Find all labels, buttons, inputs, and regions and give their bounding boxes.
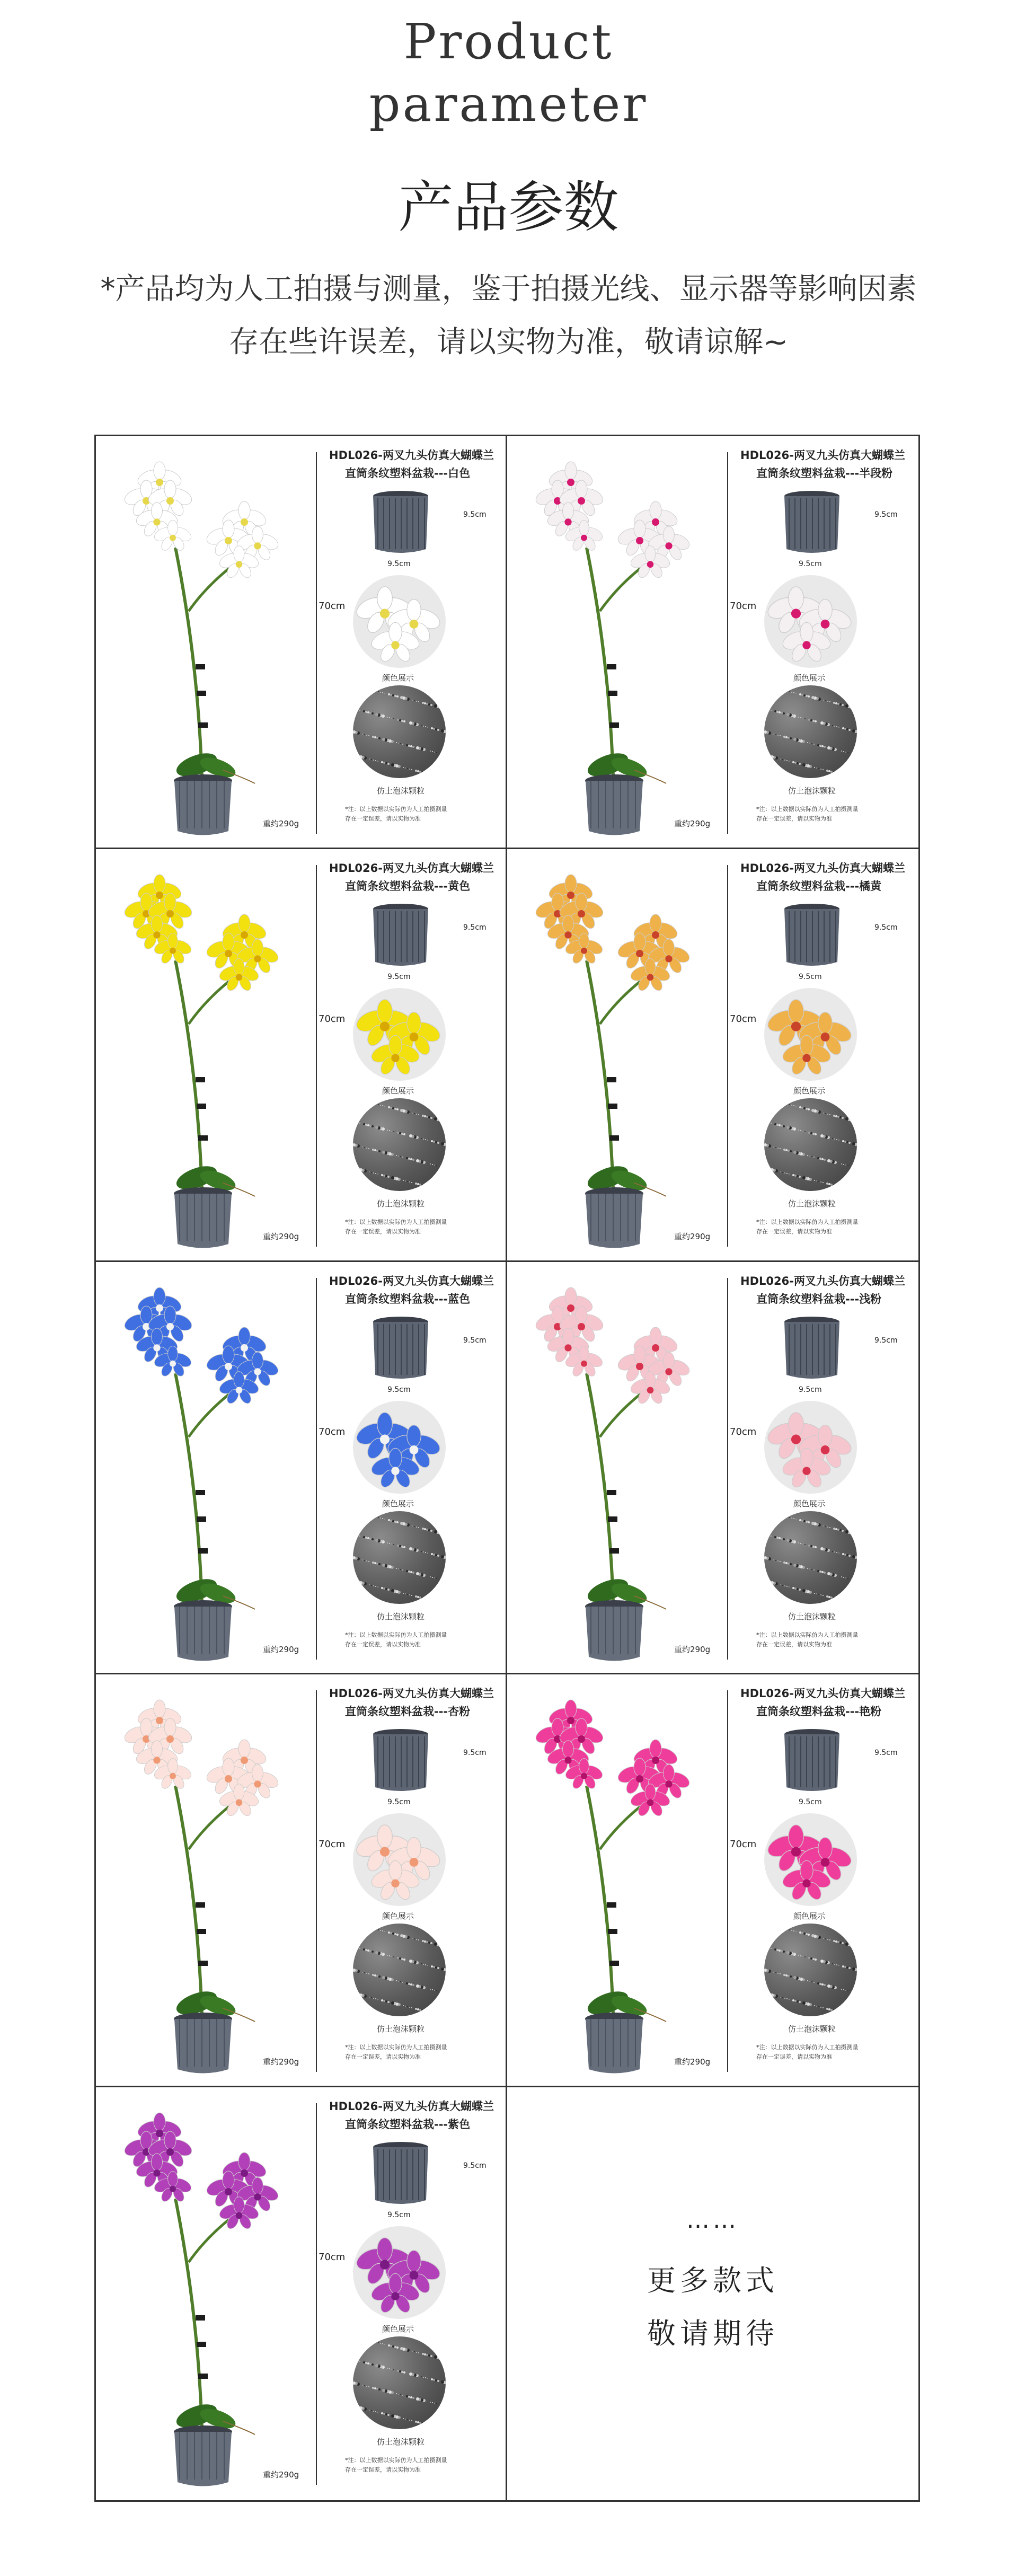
product-card <box>507 849 918 1262</box>
soil-detail-image <box>764 685 857 778</box>
pot-width-label: 9.5cm <box>799 972 822 981</box>
pot-height-label: 9.5cm <box>463 1749 487 1758</box>
soil-caption: 仿土泡沫颗粒 <box>377 2437 425 2447</box>
soil-caption: 仿土泡沫颗粒 <box>788 2024 836 2034</box>
pot-width-label: 9.5cm <box>387 1385 411 1394</box>
weight-label: 重约290g <box>263 1644 299 1654</box>
flower-caption: 颜色展示 <box>382 2324 414 2334</box>
weight-label: 重约290g <box>674 2057 711 2067</box>
weight-label: 重约290g <box>263 2470 299 2480</box>
product-title-line1: HDL026-两叉九头仿真大蝴蝶兰 <box>329 449 494 462</box>
product-card <box>507 1262 918 1675</box>
divider-line <box>727 452 728 834</box>
soil-caption: 仿土泡沫颗粒 <box>788 786 836 796</box>
product-title-line1: HDL026-两叉九头仿真大蝴蝶兰 <box>740 861 905 875</box>
soil-detail-image <box>353 1098 446 1191</box>
page-title-en <box>0 11 1017 136</box>
product-grid <box>94 435 920 2502</box>
measure-note-line2: 存在一定误差，请以实物为准 <box>345 2466 421 2474</box>
product-title-line2: 直筒条纹塑料盆栽---橘黄 <box>756 879 882 893</box>
product-card <box>96 849 507 1262</box>
pot-width-label: 9.5cm <box>799 560 822 568</box>
product-card <box>507 1674 918 2087</box>
height-label: 70cm <box>319 1426 346 1437</box>
more-styles-card <box>507 2087 918 2500</box>
measure-note <box>756 805 910 824</box>
height-label: 70cm <box>319 2252 346 2263</box>
pot-image <box>762 1725 862 1794</box>
divider-line <box>316 2103 317 2485</box>
pot-height-label: 9.5cm <box>874 1336 898 1345</box>
disclaimer-note <box>0 263 1017 369</box>
measure-note-line2: 存在一定误差，请以实物为准 <box>756 2053 832 2061</box>
pot-height-label: 9.5cm <box>463 2162 487 2171</box>
soil-detail-image <box>764 1511 857 1604</box>
measure-note-line2: 存在一定误差，请以实物为准 <box>345 2053 421 2061</box>
product-card <box>507 436 918 849</box>
more-line2: 敬请期待 <box>647 2317 779 2351</box>
product-card <box>96 436 507 849</box>
divider-line <box>727 865 728 1247</box>
soil-caption: 仿土泡沫颗粒 <box>788 1198 836 1208</box>
pot-height-label: 9.5cm <box>463 1336 487 1345</box>
soil-detail-image <box>353 2336 446 2429</box>
flower-detail-image <box>764 1813 857 1906</box>
height-label: 70cm <box>319 1839 346 1850</box>
height-label: 70cm <box>730 601 757 612</box>
flower-detail-image <box>353 1401 446 1494</box>
product-title-line1: HDL026-两叉九头仿真大蝴蝶兰 <box>329 1274 494 1287</box>
pot-width-label: 9.5cm <box>387 1798 411 1807</box>
flower-caption: 颜色展示 <box>382 1498 414 1508</box>
divider-line <box>316 452 317 834</box>
soil-caption: 仿土泡沫颗粒 <box>377 2024 425 2034</box>
divider-line <box>727 1690 728 2072</box>
orchid-plant-image <box>96 1674 313 2085</box>
disclaimer-line1: *产品均为人工拍摄与测量，鉴于拍摄光线、显示器等影响因素 <box>100 272 917 306</box>
ellipsis-dots: …… <box>686 2207 739 2234</box>
product-card <box>96 2087 507 2500</box>
product-title-line2: 直筒条纹塑料盆栽---浅粉 <box>756 1292 882 1305</box>
measure-note-line1: *注：以上数据以实际仿为人工拍摄测量 <box>345 2457 447 2464</box>
flower-detail-image <box>764 1401 857 1494</box>
measure-note <box>345 2043 499 2062</box>
height-label: 70cm <box>730 1839 757 1850</box>
disclaimer-line2: 存在些许误差，请以实物为准，敬请谅解~ <box>229 325 788 359</box>
divider-line <box>316 1278 317 1660</box>
orchid-plant-image <box>96 849 313 1260</box>
flower-detail-image <box>353 575 446 668</box>
measure-note <box>345 2456 499 2475</box>
product-title-line2: 直筒条纹塑料盆栽---紫色 <box>345 2118 471 2131</box>
pot-height-label: 9.5cm <box>463 923 487 932</box>
flower-caption: 颜色展示 <box>793 1086 826 1096</box>
pot-image <box>762 487 862 555</box>
pot-image <box>350 1725 451 1794</box>
flower-caption: 颜色展示 <box>793 1911 826 1921</box>
pot-image <box>350 2138 451 2207</box>
flower-detail-image <box>764 988 857 1081</box>
soil-caption: 仿土泡沫颗粒 <box>377 1611 425 1621</box>
orchid-plant-image <box>507 1674 724 2085</box>
product-title-line1: HDL026-两叉九头仿真大蝴蝶兰 <box>740 1687 905 1700</box>
product-title-line2: 直筒条纹塑料盆栽---半段粉 <box>756 467 893 480</box>
measure-note <box>756 1218 910 1237</box>
pot-height-label: 9.5cm <box>463 510 487 519</box>
measure-note-line2: 存在一定误差，请以实物为准 <box>756 1640 832 1648</box>
measure-note-line2: 存在一定误差，请以实物为准 <box>345 815 421 822</box>
flower-detail-image <box>353 2226 446 2319</box>
weight-label: 重约290g <box>263 2057 299 2067</box>
product-title-line1: HDL026-两叉九头仿真大蝴蝶兰 <box>740 1274 905 1287</box>
product-title-line1: HDL026-两叉九头仿真大蝴蝶兰 <box>329 1687 494 1700</box>
title-en-line1: Product <box>403 13 614 70</box>
measure-note-line1: *注：以上数据以实际仿为人工拍摄测量 <box>756 806 859 813</box>
pot-width-label: 9.5cm <box>799 1798 822 1807</box>
product-title-line1: HDL026-两叉九头仿真大蝴蝶兰 <box>329 2100 494 2113</box>
pot-width-label: 9.5cm <box>387 972 411 981</box>
measure-note-line1: *注：以上数据以实际仿为人工拍摄测量 <box>345 1218 447 1225</box>
pot-image <box>762 899 862 968</box>
soil-caption: 仿土泡沫颗粒 <box>377 1198 425 1208</box>
divider-line <box>727 1278 728 1660</box>
height-label: 70cm <box>730 1426 757 1437</box>
pot-width-label: 9.5cm <box>799 1385 822 1394</box>
height-label: 70cm <box>319 601 346 612</box>
soil-detail-image <box>353 685 446 778</box>
flower-caption: 颜色展示 <box>382 673 414 683</box>
more-line1: 更多款式 <box>647 2264 779 2298</box>
flower-caption: 颜色展示 <box>793 673 826 683</box>
soil-detail-image <box>764 1098 857 1191</box>
height-label: 70cm <box>319 1013 346 1025</box>
weight-label: 重约290g <box>263 819 299 828</box>
product-title-line2: 直筒条纹塑料盆栽---蓝色 <box>345 1292 471 1305</box>
pot-image <box>350 1312 451 1381</box>
more-styles-text <box>507 2254 918 2360</box>
measure-note-line2: 存在一定误差，请以实物为准 <box>756 1228 832 1235</box>
measure-note <box>756 1630 910 1649</box>
measure-note-line2: 存在一定误差，请以实物为准 <box>345 1228 421 1235</box>
soil-detail-image <box>353 1924 446 2016</box>
pot-image <box>762 1312 862 1381</box>
product-card <box>96 1262 507 1675</box>
measure-note <box>345 805 499 824</box>
measure-note-line2: 存在一定误差，请以实物为准 <box>756 815 832 822</box>
measure-note <box>345 1218 499 1237</box>
orchid-plant-image <box>507 1262 724 1673</box>
product-title-line1: HDL026-两叉九头仿真大蝴蝶兰 <box>329 861 494 875</box>
orchid-plant-image <box>507 436 724 847</box>
flower-detail-image <box>353 988 446 1081</box>
measure-note-line1: *注：以上数据以实际仿为人工拍摄测量 <box>756 1631 859 1638</box>
height-label: 70cm <box>730 1013 757 1025</box>
measure-note-line1: *注：以上数据以实际仿为人工拍摄测量 <box>345 1631 447 1638</box>
orchid-plant-image <box>507 849 724 1260</box>
weight-label: 重约290g <box>674 819 711 828</box>
weight-label: 重约290g <box>674 1644 711 1654</box>
soil-detail-image <box>353 1511 446 1604</box>
product-title-line2: 直筒条纹塑料盆栽---艳粉 <box>756 1705 882 1718</box>
weight-label: 重约290g <box>674 1231 711 1241</box>
flower-detail-image <box>353 1813 446 1906</box>
flower-caption: 颜色展示 <box>793 1498 826 1508</box>
divider-line <box>316 865 317 1247</box>
measure-note <box>756 2043 910 2062</box>
flower-caption: 颜色展示 <box>382 1911 414 1921</box>
pot-height-label: 9.5cm <box>874 923 898 932</box>
weight-label: 重约290g <box>263 1231 299 1241</box>
soil-caption: 仿土泡沫颗粒 <box>377 786 425 796</box>
title-en-line2: parameter <box>369 76 648 133</box>
flower-detail-image <box>764 575 857 668</box>
more-styles-block <box>507 2087 918 2500</box>
page-title-cn: 产品参数 <box>398 175 619 240</box>
orchid-plant-image <box>96 436 313 847</box>
divider-line <box>316 1690 317 2072</box>
orchid-plant-image <box>96 2087 313 2498</box>
soil-detail-image <box>764 1924 857 2016</box>
pot-image <box>350 899 451 968</box>
measure-note-line1: *注：以上数据以实际仿为人工拍摄测量 <box>345 806 447 813</box>
page-header <box>0 0 1017 369</box>
product-card <box>96 1674 507 2087</box>
soil-caption: 仿土泡沫颗粒 <box>788 1611 836 1621</box>
flower-caption: 颜色展示 <box>382 1086 414 1096</box>
orchid-plant-image <box>96 1262 313 1673</box>
product-title-line2: 直筒条纹塑料盆栽---白色 <box>345 467 471 480</box>
product-title-line2: 直筒条纹塑料盆栽---黄色 <box>345 879 471 893</box>
measure-note <box>345 1630 499 1649</box>
measure-note-line1: *注：以上数据以实际仿为人工拍摄测量 <box>345 2044 447 2051</box>
pot-height-label: 9.5cm <box>874 510 898 519</box>
measure-note-line1: *注：以上数据以实际仿为人工拍摄测量 <box>756 2044 859 2051</box>
measure-note-line1: *注：以上数据以实际仿为人工拍摄测量 <box>756 1218 859 1225</box>
product-title-line1: HDL026-两叉九头仿真大蝴蝶兰 <box>740 449 905 462</box>
pot-width-label: 9.5cm <box>387 2211 411 2220</box>
pot-image <box>350 487 451 555</box>
product-title-line2: 直筒条纹塑料盆栽---杏粉 <box>345 1705 471 1718</box>
pot-width-label: 9.5cm <box>387 560 411 568</box>
measure-note-line2: 存在一定误差，请以实物为准 <box>345 1640 421 1648</box>
pot-height-label: 9.5cm <box>874 1749 898 1758</box>
